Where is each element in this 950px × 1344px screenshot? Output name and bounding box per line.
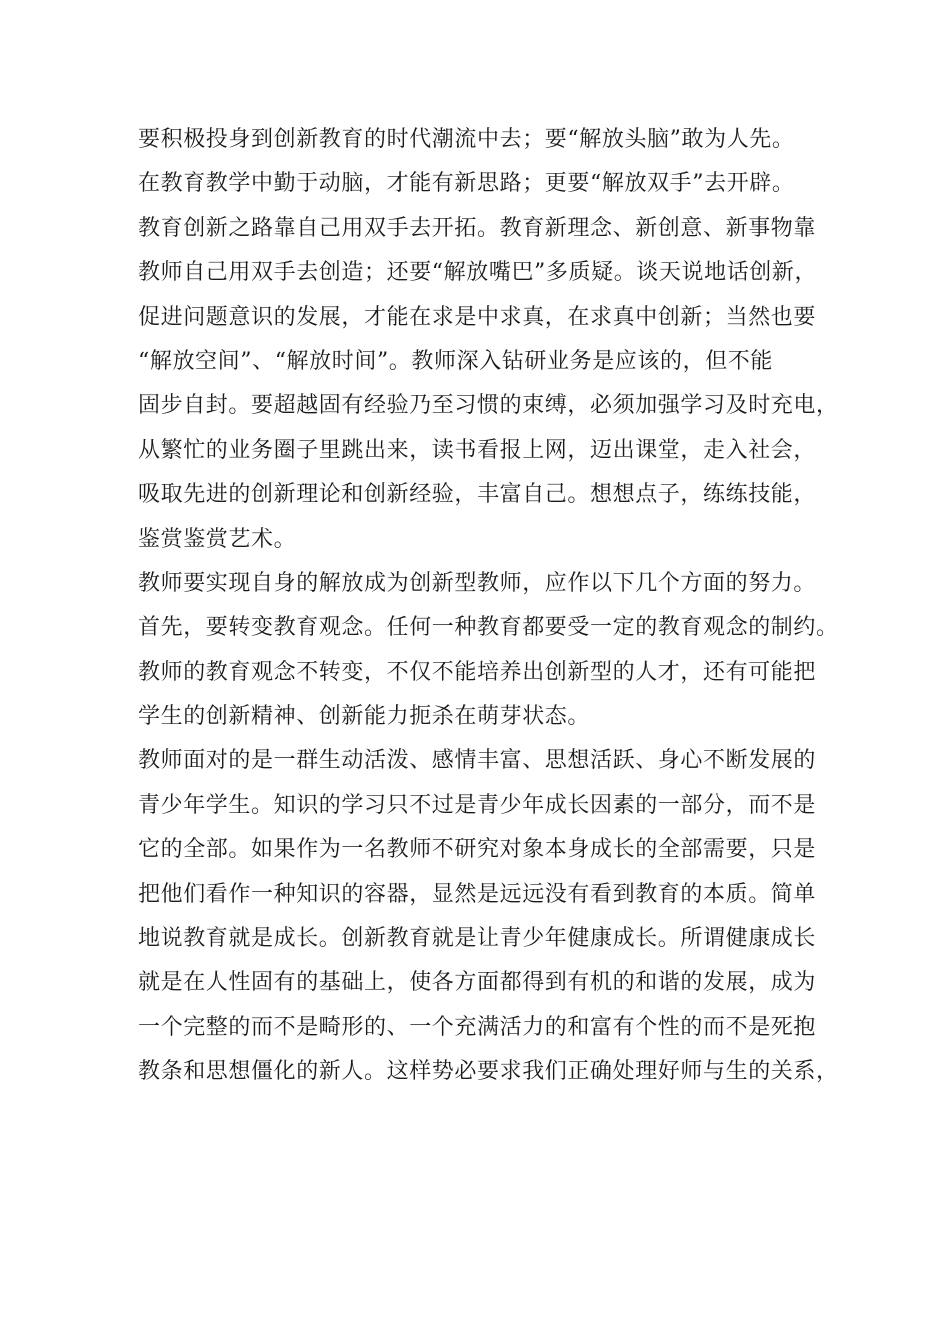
text-line: 教育创新之路靠自己用双手去开拓。教育新理念、新创意、新事物靠 [138,215,817,241]
text-line: 吸取先进的创新理论和创新经验，丰富自己。想想点子，练练技能， [138,482,817,508]
text-line: 把他们看作一种知识的容器，显然是远远没有看到教育的本质。简单 [138,881,817,907]
text-line: “解放空间”、“解放时间”。教师深入钻研业务是应该的，但不能 [138,348,773,374]
text-line: 教师自己用双手去创造；还要“解放嘴巴”多质疑。谈天说地话创新， [138,260,818,286]
text-line: 教条和思想僵化的新人。这样势必要求我们正确处理好师与生的关系， [138,1059,839,1085]
text-line: 在教育教学中勤于动脑，才能有新思路；更要“解放双手”去开辟。 [138,171,795,197]
text-line: 地说教育就是成长。创新教育就是让青少年健康成长。所谓健康成长 [138,926,817,952]
text-line: 它的全部。如果作为一名教师不研究对象本身成长的全部需要，只是 [138,837,817,863]
text-line: 就是在人性固有的基础上，使各方面都得到有机的和谐的发展，成为 [138,970,817,996]
text-line: 固步自封。要超越固有经验乃至习惯的束缚，必须加强学习及时充电， [138,393,839,419]
body-text [138,118,838,1095]
text-line: 青少年学生。知识的学习只不过是青少年成长因素的一部分，而不是 [138,792,817,818]
text-line: 学生的创新精神、创新能力扼杀在萌芽状态。 [138,704,591,730]
text-line: 一个完整的而不是畸形的、一个充满活力的和富有个性的而不是死抱 [138,1014,817,1040]
text-line: 教师面对的是一群生动活泼、感情丰富、思想活跃、身心不断发展的 [138,748,817,774]
text-line: 教师要实现自身的解放成为创新型教师，应作以下几个方面的努力。 [138,570,817,596]
text-line: 鉴赏鉴赏艺术。 [138,526,297,552]
text-line: 首先，要转变教育观念。任何一种教育都要受一定的教育观念的制约。 [138,615,839,641]
text-line: 从繁忙的业务圈子里跳出来，读书看报上网，迈出课堂，走入社会， [138,437,817,463]
text-line: 要积极投身到创新教育的时代潮流中去；要“解放头脑”敢为人先。 [138,127,795,152]
text-line: 教师的教育观念不转变，不仅不能培养出创新型的人才，还有可能把 [138,659,817,685]
text-line: 促进问题意识的发展，才能在求是中求真，在求真中创新；当然也要 [138,304,817,330]
